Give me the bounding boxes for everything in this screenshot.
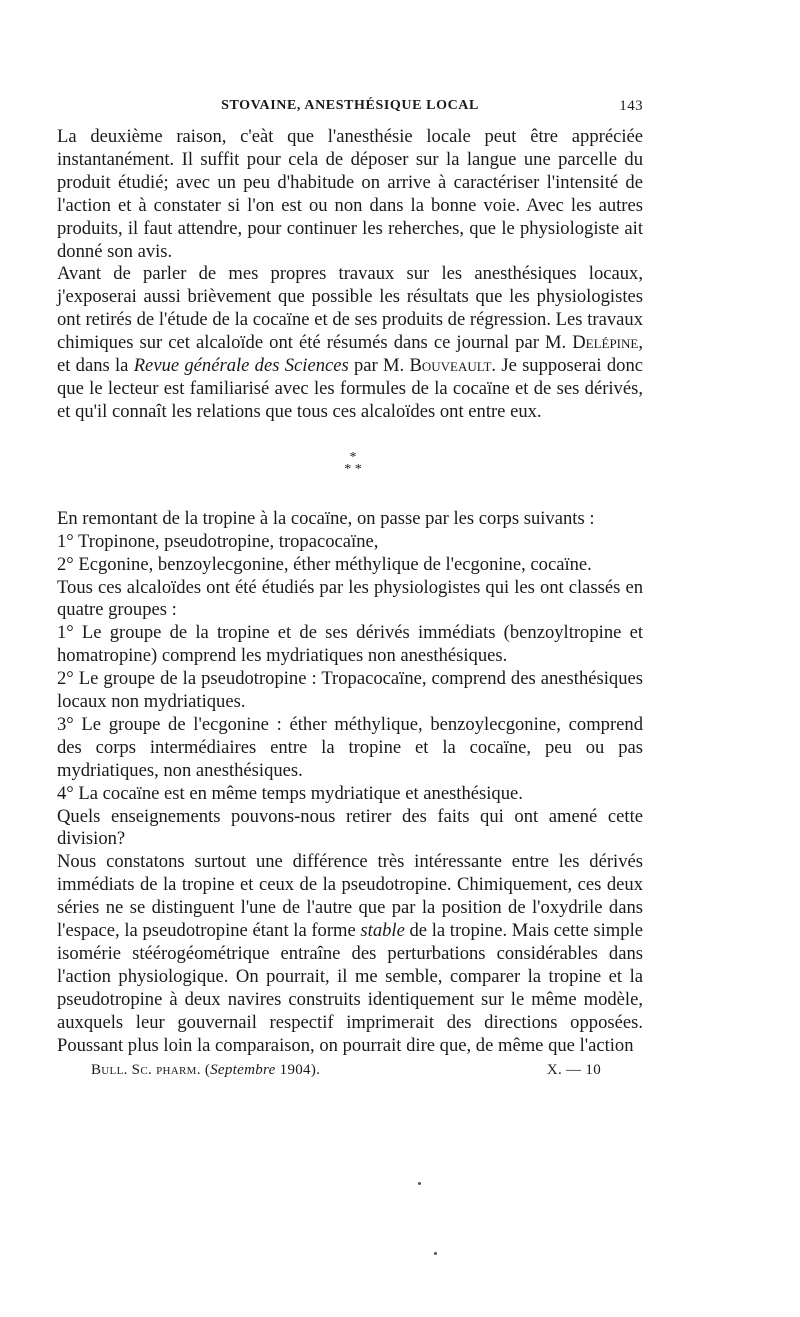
paragraph-6: Tous ces alcaloïdes ont été étudiés par les physiologistes qui les ont classés en quatre groupes : <box>57 576 643 621</box>
footer-year: 1904 <box>279 1061 311 1078</box>
page <box>57 98 643 1084</box>
paragraph-2-text-a: Avant de parler de mes propres travaux sur les anesthésiques locaux, j'exposerai aussi brièvement que possible les résultats que les physiologistes ont retirés de l'étude de la cocaïne et de ses produits de régression. Les travaux chimiques sur cet alcaloïde ont été résumés dans ce journal par M. <box>57 263 643 354</box>
paragraph-11: Quels enseignements pouvons-nous retirer des faits qui ont amené cette division? <box>57 805 643 850</box>
paragraph-2-text-c: par M. <box>348 355 410 377</box>
footer-citation <box>91 1062 320 1079</box>
page-number: 143 <box>619 98 643 114</box>
footer-volume: X. — 10 <box>546 1061 601 1078</box>
paragraph-1: La deuxième raison, c'eàt que l'anesthésie locale peut être appréciée instantanément. Il suffit pour cela de déposer sur la langue une parcelle du produit étudié; avec un peu d'habitude on arrive à caractériser l'intensité de l'action et à constater si l'on est ou non dans la bonne voie. Avec les autres produits, il faut attendre, pour continuer les reherches, que le physiologiste ait donné son avis. <box>57 126 643 262</box>
list-item-2: 2° Ecgonine, benzoylecgonine, éther méthylique de l'ecgonine, cocaïne. <box>57 553 592 575</box>
group-item-4: 4° La cocaïne est en même temps mydriatique et anesthésique. <box>57 782 523 804</box>
paragraph-12-text-b: de la tropine. Mais cette simple isomérie stéérogéométrique entraîne des perturbations considérables dans l'action physiologique. On pourrait, il me semble, comparer la tropine et la pseudotropine à deux navires construits identiquement sur le même modèle, auxquels leur gouvernail respectif imprimerait des directions opposées. Poussant plus loin la comparaison, on pourrait dire que, de même que l'action <box>57 920 643 1056</box>
running-title: STOVAINE, ANESTHÉSIQUE LOCAL <box>221 98 479 113</box>
group-item-3: 3° Le groupe de l'ecgonine : éther méthylique, benzoylecgonine, comprend des corps intermédiaires entre la tropine et la cocaïne, peu ou pas mydriatiques, non anesthésiques. <box>57 713 643 781</box>
author-name-bouveault: Bouveault <box>409 355 492 377</box>
paragraph-12 <box>57 851 643 1057</box>
author-name-delepine: Delépine <box>572 332 639 354</box>
page-footer <box>57 1062 643 1084</box>
paragraph-12-text-a: Nous constatons surtout une différence très intéressante entre les dérivés immédiats de la tropine et ceux de la pseudotropine. Chimiquement, ces deux séries ne se distinguent l'une de l'autre que par la position de l'oxydrile dans l'espace, la pseudotropine étant la forme <box>57 851 643 942</box>
footer-journal: Bull. Sc. pharm. <box>91 1061 201 1078</box>
footer-paren-close: ). <box>310 1061 321 1078</box>
journal-title: Revue générale des Sciences <box>133 355 349 377</box>
paragraph-2 <box>57 263 643 423</box>
paragraph-2-text-d: . Je supposerai donc que le lecteur est familiarisé avec les formules de la cocaïne et de ses dérivés, et qu'il connaît les relations que tous ces alcaloïdes ont entre eux. <box>57 355 643 422</box>
footer-month: Septembre <box>210 1061 276 1078</box>
footer-paren-open: ( <box>204 1061 211 1078</box>
speck-1 <box>418 1182 421 1185</box>
group-item-2: 2° Le groupe de la pseudotropine : Tropacocaïne, comprend des anesthésiques locaux non mydriatiques. <box>57 668 643 713</box>
group-item-1: 1° Le groupe de la tropine et de ses dérivés immédiats (benzoyltropine et homatropine) comprend les mydriatiques non anesthésiques. <box>57 622 643 667</box>
list-item-1: 1° Tropinone, pseudotropine, tropacocaïne, <box>57 530 379 552</box>
asterism-glyph: * * * <box>344 449 362 477</box>
asterism-divider <box>57 424 643 508</box>
emphasis-stable: stable <box>360 920 405 942</box>
paragraph-2-text-b: , et dans la <box>57 332 643 377</box>
speck-2 <box>434 1252 437 1255</box>
running-head <box>57 98 643 120</box>
paragraph-3: En remontant de la tropine à la cocaïne, on passe par les corps suivants : <box>57 507 595 529</box>
